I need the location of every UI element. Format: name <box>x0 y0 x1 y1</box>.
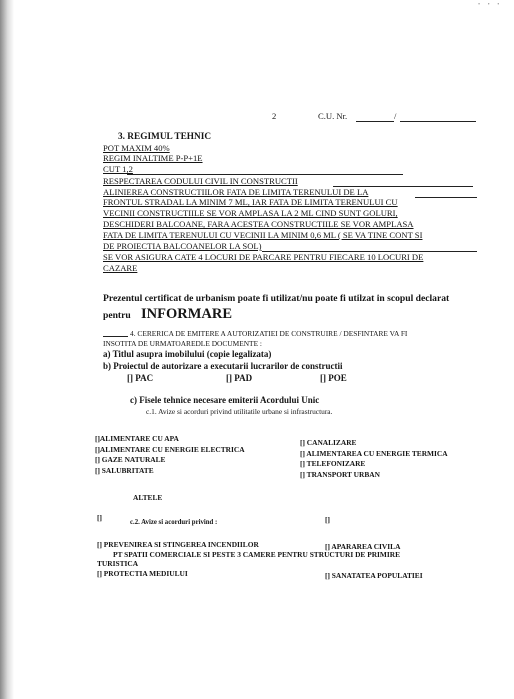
pot-value: POT MAXIM 40% <box>103 143 170 153</box>
regulation-line-1: RESPECTAREA CODULUI CIVIL IN CONSTRUCTII <box>103 176 298 186</box>
item-b-project: b) Proiectul de autorizare a executarii lucrarilor de constructii <box>103 361 343 371</box>
cu-slash: / <box>394 111 397 121</box>
item-c-fise: c) Fisele tehnice necesare emiterii Acordului Unic <box>130 395 320 405</box>
section4-number-blank <box>103 336 128 337</box>
regulation-line-7: DE PROIECTIA BALCOANELOR LA SOL) <box>103 241 262 251</box>
section4-intro-2: INSOTITA DE URMATOAREDLE DOCUMENTE : <box>103 339 262 348</box>
c2-sanatatea-populatiei: [] SANATATEA POPULATIEI <box>325 571 423 580</box>
cut-value: CUT 1,2 <box>103 164 133 174</box>
util-salubritate: [] SALUBRITATE <box>95 466 154 475</box>
scan-marks: • • • <box>478 2 503 8</box>
checkbox-pac: [] PAC <box>127 373 154 383</box>
c2-incendii: [] PREVENIREA SI STINGEREA INCENDIILOR <box>97 540 259 549</box>
c2-protectia-mediului: [] PROTECTIA MEDIULUI <box>97 569 188 578</box>
util-telefonizare: [] TELEFONIZARE <box>300 459 366 468</box>
util-gaze: [] GAZE NATURALE <box>95 455 166 464</box>
checkbox-poe: [] POE <box>320 373 347 383</box>
regulation-line-2: ALINIEREA CONSTRUCTIILOR FATA DE LIMITA TERENULUI DE LA <box>103 187 369 197</box>
regulation-line-5: DESCHIDERI BALCOANE, FARA ACESTEA CONSTRUCTIILE SE VOR AMPLASA <box>103 219 414 229</box>
altele-label: ALTELE <box>133 493 163 502</box>
cu-year-blank <box>400 121 476 122</box>
util-energie-termica: [] ALIMENTAREA CU ENERGIE TERMICA <box>300 449 448 458</box>
section4-intro-1: 4. CERERICA DE EMITERE A AUTORIZATIEI DE CONSTRUIRE / DESFINTARE VA FI <box>130 329 408 338</box>
scan-edge-shadow <box>0 0 14 699</box>
regulation-line-8: SE VOR ASIGURA CATE 4 LOCURI DE PARCARE PENTRU FIECARE 10 LOCURI DE <box>103 252 424 262</box>
checkbox-pad: [] PAD <box>226 373 253 383</box>
cu-number-blank <box>356 121 394 122</box>
c2-turistica: TURISTICA <box>97 559 139 568</box>
c1-avize: c.1. Avize si acorduri privind utilitatile urbane si infrastructura. <box>146 407 333 416</box>
certificate-scope: INFORMARE <box>141 306 233 322</box>
c2-title: c.2. Avize si acorduri privind : <box>130 519 218 526</box>
item-a-title: a) Titlul asupra imobilului (copie legalizata) <box>103 349 272 359</box>
certificate-statement: Prezentul certificat de urbanism poate fi utilizat/nu poate fi utilzat in scopul declarat <box>103 293 450 304</box>
regulation-line-3: FRONTUL STRADAL LA MINIM 7 ML, IAR FATA DE LIMITA TERENULUI CU <box>103 197 398 207</box>
regim-inaltime: REGIM INALTIME P-P+1E <box>103 153 203 163</box>
util-transport: [] TRANSPORT URBAN <box>300 470 380 479</box>
regulation-line-4: VECINII CONSTRUCTIILE SE VOR AMPLASA LA 2 ML CIND SUNT GOLURI, <box>103 208 398 218</box>
cut-underline <box>127 174 403 175</box>
c2-spatii-comerciale: PT SPATII COMERCIALE SI PESTE 3 CAMERE PENTRU STRUCTURI DE PRIMIRE <box>113 550 401 559</box>
pentru-label: pentru <box>103 310 131 321</box>
util-energie-electrica: []ALIMENTARE CU ENERGIE ELECTRICA <box>95 445 245 454</box>
c2-aparare-civila: [] APARAREA CIVILA <box>325 542 401 551</box>
cu-number-label: C.U. Nr. <box>318 111 348 121</box>
regulation-line-6: FATA DE LIMITA TERENULUI CU VECINII LA MINIM 0,6 ML ( SE VA TINE CONT SI <box>103 230 423 240</box>
util-canalizare: [] CANALIZARE <box>300 438 357 447</box>
section-title-regim-tehnic: 3. REGIMUL TEHNIC <box>118 132 212 142</box>
altele-box-right: [] <box>325 515 330 524</box>
page-number: 2 <box>272 111 277 121</box>
regulation-line-2-rule <box>415 197 477 198</box>
altele-box-left: [] <box>97 513 102 522</box>
util-apa: []ALIMENTARE CU APA <box>95 434 179 443</box>
regulation-line-9: CAZARE <box>103 263 138 273</box>
